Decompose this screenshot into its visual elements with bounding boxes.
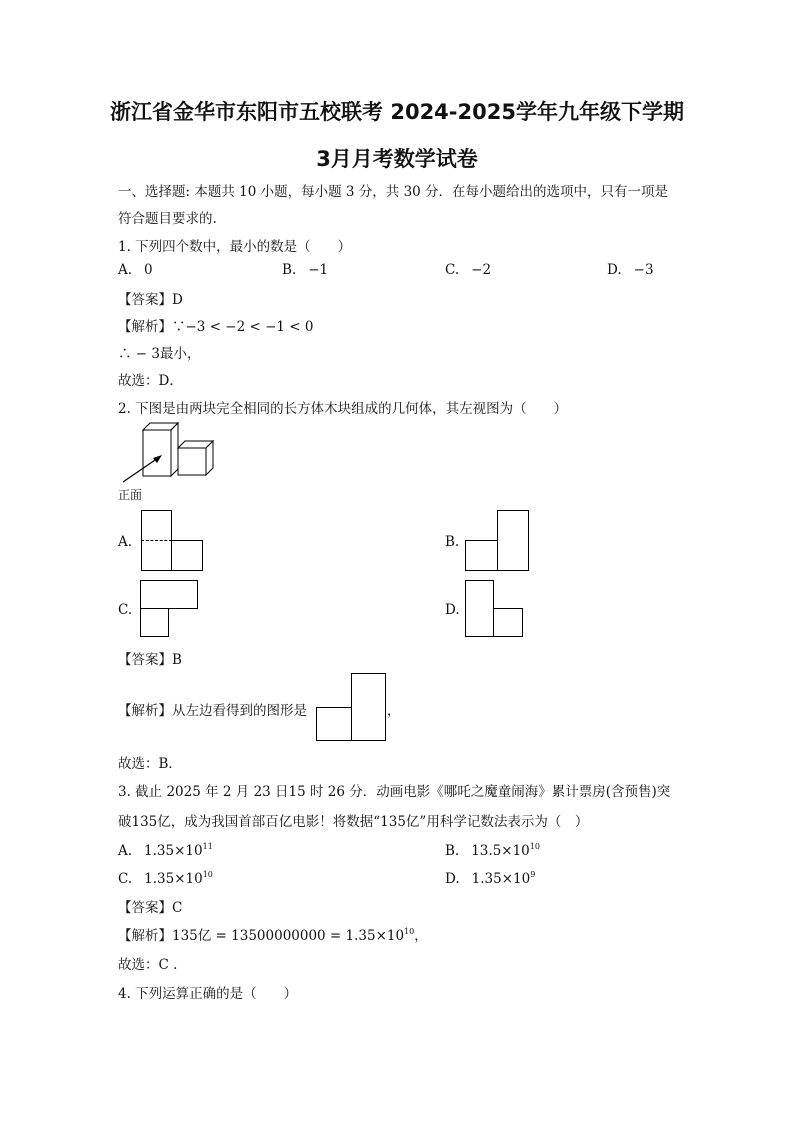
q3-option-c-base: 1.35×10 [144, 871, 203, 887]
q1-option-d [607, 262, 654, 278]
q3-option-c [118, 870, 213, 887]
q2-d-short-rect [493, 608, 523, 637]
q1-answer: 【答案】D [118, 292, 183, 308]
q3-option-c-exp: 10 [202, 870, 213, 879]
document-title-line-1: 浙江省金华市东阳市五校联考 2024-2025学年九年级下学期 [110, 100, 684, 124]
q1-conclusion: 故选：D． [118, 373, 183, 389]
q2-conclusion: 故选：B． [118, 756, 182, 772]
q1-option-a-value: 0 [144, 262, 153, 278]
q1-option-a [118, 262, 153, 278]
q3-option-b [445, 842, 540, 859]
q2-b-short-rect [465, 540, 498, 571]
section-instruction-line-2: 符合题目要求的. [118, 211, 217, 227]
section-instruction-line-1: 一、选择题: 本题共 10 小题，每小题 3 分，共 30 分．在每小题给出的选项中，只有一项是 [118, 184, 669, 200]
q2-front-label: 正面 [118, 488, 143, 502]
q2-answer: 【答案】B [118, 652, 182, 668]
q2-analysis-short-rect [316, 707, 352, 741]
q1-option-d-value: −3 [633, 262, 654, 278]
q3-analysis [118, 924, 428, 944]
q1-option-b-value: −1 [308, 262, 329, 278]
q1-option-d-label: D. [607, 262, 622, 278]
q1-stem: 1. 下列四个数中，最小的数是（ ） [118, 239, 352, 255]
q3-option-b-exp: 10 [529, 842, 540, 851]
q3-analysis-post: ， [414, 928, 428, 944]
q2-c-wide-rect [140, 580, 198, 609]
q1-option-b-label: B. [282, 262, 297, 278]
q3-stem-line-2: 破135亿，成为我国首部百亿电影！将数据“135亿”用科学记数法表示为（ ） [118, 814, 589, 830]
q3-option-d-label: D. [445, 871, 460, 887]
q2-option-a-label: A. [118, 534, 133, 550]
q2-stem: 2. 下图是由两块完全相同的长方体木块组成的几何体，其左视图为（ ） [118, 401, 568, 417]
q2-d-tall-rect [465, 580, 494, 637]
q1-option-c-label: C. [445, 262, 460, 278]
q3-option-a-label: A. [118, 843, 133, 859]
q3-analysis-pre: 【解析】135亿 = 13500000000 = 1.35×10 [118, 928, 405, 944]
q2-analysis-end: ， [387, 703, 401, 719]
q2-option-d-label: D. [445, 602, 460, 618]
q2-option-c-label: C. [118, 602, 133, 618]
q2-b-tall-rect [497, 510, 529, 571]
q3-analysis-exp: 10 [404, 927, 415, 936]
q2-analysis: 【解析】从左边看得到的图形是 [118, 703, 307, 719]
q2-option-b-label: B. [445, 534, 460, 550]
q3-option-b-base: 13.5×10 [471, 843, 530, 859]
q1-option-b [282, 262, 328, 278]
q2-a-hidden-line [141, 540, 172, 541]
q3-option-d-exp: 9 [530, 870, 536, 879]
q3-option-b-label: B. [445, 843, 460, 859]
document-title-line-2: 3月月考数学试卷 [316, 147, 478, 171]
q2-analysis-tall-rect [351, 673, 386, 741]
q2-solid-figure [118, 420, 218, 490]
q3-option-c-label: C. [118, 871, 133, 887]
q1-step: ∴ − 3最小， [118, 346, 201, 362]
q3-option-d-base: 1.35×10 [471, 871, 531, 887]
q3-option-a-exp: 11 [202, 842, 213, 851]
q1-option-c [445, 262, 491, 278]
q3-option-d [445, 870, 535, 887]
q3-conclusion: 故选：C . [118, 957, 178, 973]
q2-a-short-rect [171, 540, 203, 571]
q3-stem-line-1: 3. 截止 2025 年 2 月 23 日15 时 26 分．动画电影《哪吒之魔童闹海》累计票房(含预售)突 [118, 784, 671, 800]
q3-option-a [118, 842, 213, 859]
q3-answer: 【答案】C [118, 900, 183, 916]
q2-c-small-rect [140, 608, 169, 637]
q4-stem: 4. 下列运算正确的是（ ） [118, 986, 298, 1002]
q1-analysis: 【解析】∵−3 < −2 < −1 < 0 [118, 319, 314, 335]
q1-option-c-value: −2 [471, 262, 492, 278]
q3-option-a-base: 1.35×10 [144, 843, 203, 859]
q1-option-a-label: A. [118, 262, 133, 278]
